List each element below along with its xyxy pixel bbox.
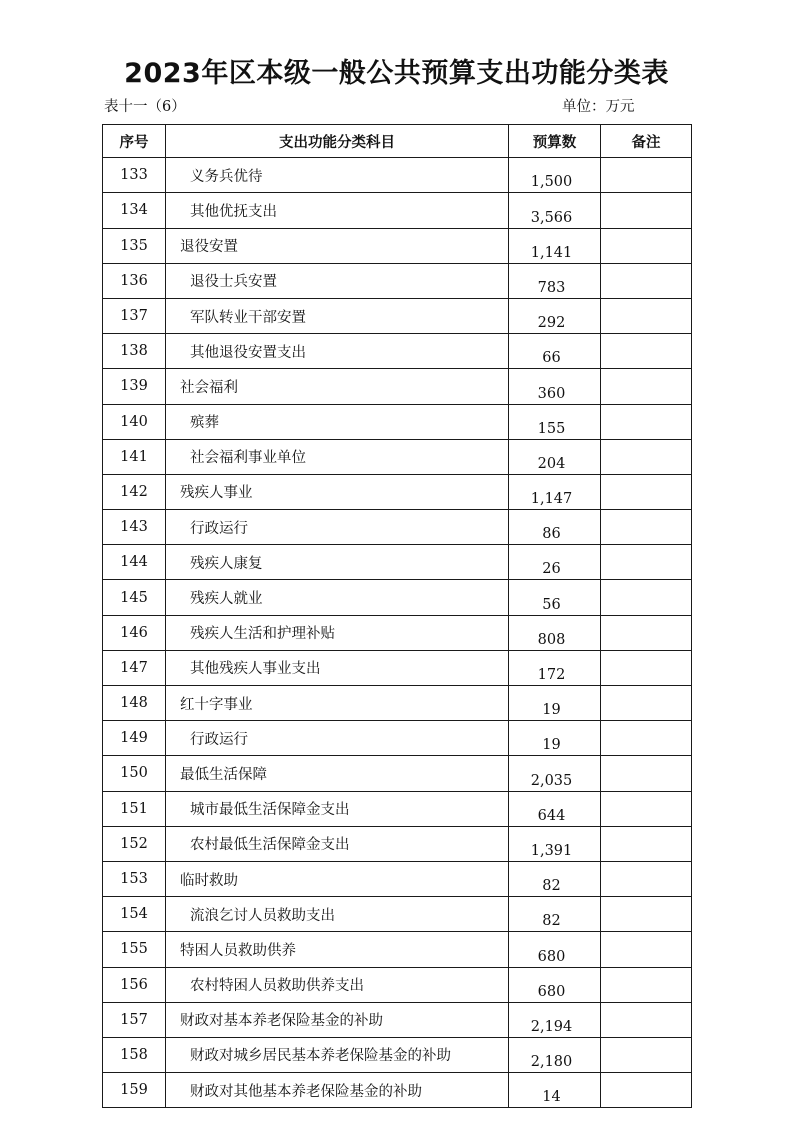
row-seq: 144 xyxy=(103,545,166,580)
table-row xyxy=(103,791,692,826)
row-seq: 134 xyxy=(103,193,166,228)
table-row xyxy=(103,263,692,298)
row-seq: 136 xyxy=(103,263,166,298)
row-seq: 140 xyxy=(103,404,166,439)
page-title: 2023年区本级一般公共预算支出功能分类表 xyxy=(124,58,669,89)
row-amount: 2,035 xyxy=(509,756,601,791)
row-seq: 159 xyxy=(103,1073,166,1108)
row-note xyxy=(601,298,692,333)
row-amount: 204 xyxy=(509,439,601,474)
row-seq: 158 xyxy=(103,1037,166,1072)
row-subject: 退役安置 xyxy=(166,228,509,263)
row-subject: 行政运行 xyxy=(166,721,509,756)
table-code: 表十一（6） xyxy=(104,99,186,115)
row-amount: 680 xyxy=(509,967,601,1002)
row-subject: 财政对基本养老保险基金的补助 xyxy=(166,1002,509,1037)
table-row xyxy=(103,580,692,615)
row-note xyxy=(601,615,692,650)
row-subject: 社会福利 xyxy=(166,369,509,404)
row-note xyxy=(601,334,692,369)
table-row xyxy=(103,650,692,685)
table-row xyxy=(103,439,692,474)
table-row xyxy=(103,826,692,861)
row-subject: 其他优抚支出 xyxy=(166,193,509,228)
row-amount: 172 xyxy=(509,650,601,685)
row-seq: 138 xyxy=(103,334,166,369)
row-subject: 殡葬 xyxy=(166,404,509,439)
row-subject: 残疾人康复 xyxy=(166,545,509,580)
row-subject: 残疾人生活和护理补贴 xyxy=(166,615,509,650)
row-note xyxy=(601,1002,692,1037)
header-seq: 序号 xyxy=(103,125,166,158)
row-subject: 农村最低生活保障金支出 xyxy=(166,826,509,861)
table-row xyxy=(103,298,692,333)
row-note xyxy=(601,580,692,615)
row-seq: 137 xyxy=(103,298,166,333)
row-note xyxy=(601,967,692,1002)
row-seq: 139 xyxy=(103,369,166,404)
row-amount: 14 xyxy=(509,1073,601,1108)
row-note xyxy=(601,1073,692,1108)
table-row xyxy=(103,615,692,650)
table-row xyxy=(103,932,692,967)
row-seq: 133 xyxy=(103,158,166,193)
row-amount: 19 xyxy=(509,686,601,721)
row-amount: 680 xyxy=(509,932,601,967)
row-note xyxy=(601,791,692,826)
row-subject: 红十字事业 xyxy=(166,686,509,721)
row-seq: 145 xyxy=(103,580,166,615)
row-subject: 军队转业干部安置 xyxy=(166,298,509,333)
row-subject: 最低生活保障 xyxy=(166,756,509,791)
row-note xyxy=(601,721,692,756)
table-row xyxy=(103,193,692,228)
row-note xyxy=(601,826,692,861)
row-amount: 3,566 xyxy=(509,193,601,228)
row-seq: 142 xyxy=(103,474,166,509)
row-seq: 148 xyxy=(103,686,166,721)
table-row xyxy=(103,721,692,756)
table-row xyxy=(103,474,692,509)
row-subject: 城市最低生活保障金支出 xyxy=(166,791,509,826)
row-subject: 财政对城乡居民基本养老保险基金的补助 xyxy=(166,1037,509,1072)
table-row xyxy=(103,404,692,439)
header-note: 备注 xyxy=(601,125,692,158)
row-subject: 退役士兵安置 xyxy=(166,263,509,298)
table-row xyxy=(103,510,692,545)
row-subject: 特困人员救助供养 xyxy=(166,932,509,967)
table-body xyxy=(103,158,692,1108)
row-amount: 155 xyxy=(509,404,601,439)
row-amount: 82 xyxy=(509,861,601,896)
table-row xyxy=(103,1002,692,1037)
row-note xyxy=(601,932,692,967)
row-note xyxy=(601,228,692,263)
row-seq: 149 xyxy=(103,721,166,756)
row-seq: 153 xyxy=(103,861,166,896)
row-subject: 行政运行 xyxy=(166,510,509,545)
row-amount: 2,180 xyxy=(509,1037,601,1072)
header-subject: 支出功能分类科目 xyxy=(166,125,509,158)
row-note xyxy=(601,439,692,474)
row-seq: 150 xyxy=(103,756,166,791)
row-note xyxy=(601,650,692,685)
row-amount: 1,141 xyxy=(509,228,601,263)
table-row xyxy=(103,967,692,1002)
row-seq: 147 xyxy=(103,650,166,685)
row-subject: 社会福利事业单位 xyxy=(166,439,509,474)
row-subject: 义务兵优待 xyxy=(166,158,509,193)
row-seq: 151 xyxy=(103,791,166,826)
row-note xyxy=(601,861,692,896)
row-amount: 2,194 xyxy=(509,1002,601,1037)
row-amount: 360 xyxy=(509,369,601,404)
row-amount: 783 xyxy=(509,263,601,298)
table-row xyxy=(103,369,692,404)
table-row xyxy=(103,897,692,932)
row-seq: 156 xyxy=(103,967,166,1002)
row-amount: 1,500 xyxy=(509,158,601,193)
row-amount: 66 xyxy=(509,334,601,369)
row-amount: 19 xyxy=(509,721,601,756)
row-note xyxy=(601,193,692,228)
row-seq: 135 xyxy=(103,228,166,263)
row-note xyxy=(601,897,692,932)
row-note xyxy=(601,158,692,193)
row-amount: 82 xyxy=(509,897,601,932)
row-amount: 292 xyxy=(509,298,601,333)
row-seq: 154 xyxy=(103,897,166,932)
row-note xyxy=(601,474,692,509)
budget-table xyxy=(102,124,692,1108)
row-subject: 残疾人事业 xyxy=(166,474,509,509)
row-subject: 其他退役安置支出 xyxy=(166,334,509,369)
table-row xyxy=(103,158,692,193)
row-amount: 86 xyxy=(509,510,601,545)
unit-label: 单位：万元 xyxy=(562,99,635,115)
row-amount: 1,147 xyxy=(509,474,601,509)
row-subject: 农村特困人员救助供养支出 xyxy=(166,967,509,1002)
table-header-row xyxy=(103,125,692,158)
row-note xyxy=(601,369,692,404)
table-row xyxy=(103,861,692,896)
row-subject: 临时救助 xyxy=(166,861,509,896)
row-amount: 1,391 xyxy=(509,826,601,861)
row-subject: 流浪乞讨人员救助支出 xyxy=(166,897,509,932)
row-amount: 26 xyxy=(509,545,601,580)
row-subject: 残疾人就业 xyxy=(166,580,509,615)
row-seq: 152 xyxy=(103,826,166,861)
row-subject: 其他残疾人事业支出 xyxy=(166,650,509,685)
row-note xyxy=(601,686,692,721)
row-note xyxy=(601,545,692,580)
table-row xyxy=(103,545,692,580)
row-seq: 143 xyxy=(103,510,166,545)
header-amount: 预算数 xyxy=(509,125,601,158)
row-amount: 808 xyxy=(509,615,601,650)
table-row xyxy=(103,1037,692,1072)
table-row xyxy=(103,334,692,369)
row-seq: 146 xyxy=(103,615,166,650)
row-note xyxy=(601,1037,692,1072)
row-subject: 财政对其他基本养老保险基金的补助 xyxy=(166,1073,509,1108)
table-row xyxy=(103,228,692,263)
row-note xyxy=(601,510,692,545)
row-note xyxy=(601,404,692,439)
table-row xyxy=(103,1073,692,1108)
table-row xyxy=(103,756,692,791)
row-note xyxy=(601,756,692,791)
row-note xyxy=(601,263,692,298)
row-seq: 141 xyxy=(103,439,166,474)
row-amount: 644 xyxy=(509,791,601,826)
table-row xyxy=(103,686,692,721)
row-seq: 157 xyxy=(103,1002,166,1037)
row-amount: 56 xyxy=(509,580,601,615)
row-seq: 155 xyxy=(103,932,166,967)
